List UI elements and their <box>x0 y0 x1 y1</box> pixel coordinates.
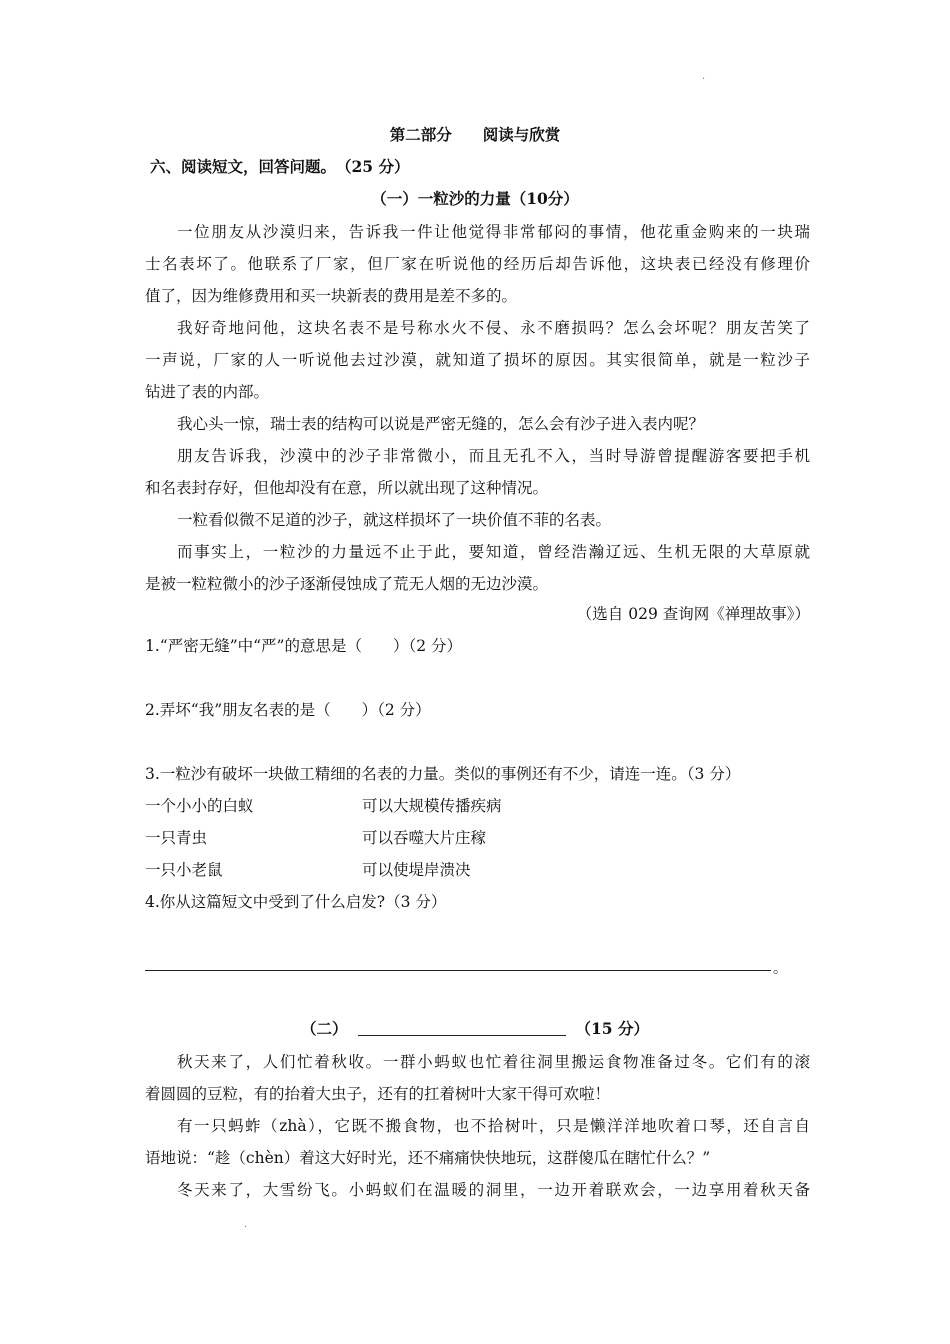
passage1-line: 一声说，厂家的人一听说他去过沙漠，就知道了损坏的原因。其实很简单，就是一粒沙子 <box>145 351 810 369</box>
passage1-title: （一）一粒沙的力量（10分） <box>371 189 579 208</box>
passage2-line: 冬天来了，大雪纷飞。小蚂蚁们在温暖的洞里，一边开着联欢会，一边享用着秋天备 <box>177 1181 810 1199</box>
q3-right-item[interactable]: 可以使堤岸溃决 <box>362 861 471 879</box>
passage1-line: 我好奇地问他，这块名表不是号称水火不侵、永不磨损吗？怎么会坏呢？朋友苦笑了 <box>177 319 810 337</box>
passage2-line: 语地说：“趁（chèn）着这大好时光，还不痛痛快快地玩，这群傻瓜在瞎忙什么？” <box>145 1149 711 1167</box>
question-2: 2.弄坏“我”朋友名表的是（ ）（2 分） <box>145 701 431 719</box>
q4-answer-line[interactable] <box>145 970 771 971</box>
passage2-line: 着圆圆的豆粒，有的抬着大虫子，还有的扛着树叶大家干得可欢啦！ <box>145 1085 611 1103</box>
passage1-line: 而事实上，一粒沙的力量远不止于此，要知道，曾经浩瀚辽远、生机无限的大草原就 <box>177 543 810 561</box>
passage1-line: 我心头一惊，瑞士表的结构可以说是严密无缝的，怎么会有沙子进入表内呢？ <box>177 415 705 433</box>
passage2-title-blank[interactable] <box>358 1019 566 1036</box>
section-title: 六、阅读短文，回答问题。 （25 分） <box>150 157 410 176</box>
passage2-title-prefix: （二） <box>301 1019 348 1038</box>
passage2-line: 秋天来了，人们忙着秋收。一群小蚂蚁也忙着往洞里搬运食物准备过冬。它们有的滚 <box>177 1053 810 1071</box>
question-1: 1.“严密无缝”中“严”的意思是（ ）（2 分） <box>145 637 463 655</box>
q3-left-item[interactable]: 一个小小的白蚁 <box>145 797 254 815</box>
passage1-line: 值了，因为维修费用和买一块新表的费用是差不多的。 <box>145 287 518 305</box>
q3-left-item[interactable]: 一只青虫 <box>145 829 208 847</box>
q3-right-item[interactable]: 可以吞噬大片庄稼 <box>362 829 487 847</box>
q4-answer-period: 。 <box>773 961 787 977</box>
passage2-title-suffix: （15 分） <box>575 1019 649 1038</box>
question-3: 3.一粒沙有破坏一块做工精细的名表的力量。类似的事例还有不少，请连一连。（3 分） <box>145 765 741 783</box>
speck-mark: · <box>244 1222 248 1233</box>
q3-right-item[interactable]: 可以大规模传播疾病 <box>362 797 502 815</box>
part-title: 第二部分 阅读与欣赏 <box>389 125 561 144</box>
passage1-source: （选自 029 查询网《禅理故事》） <box>576 605 810 623</box>
passage1-line: 钻进了表的内部。 <box>145 383 270 401</box>
passage1-line: 是被一粒粒微小的沙子逐渐侵蚀成了荒无人烟的无边沙漠。 <box>145 575 549 593</box>
question-4: 4.你从这篇短文中受到了什么启发?（3 分） <box>145 893 447 911</box>
passage2-title <box>0 1018 950 1040</box>
passage2-line: 有一只蚂蚱（zhà），它既不搬食物，也不拾树叶，只是懒洋洋地吹着口琴，还自言自 <box>177 1117 810 1135</box>
passage1-line: 一位朋友从沙漠归来，告诉我一件让他觉得非常郁闷的事情，他花重金购来的一块瑞 <box>177 223 810 241</box>
passage1-line: 和名表封存好，但他却没有在意，所以就出现了这种情况。 <box>145 479 549 497</box>
q3-left-item[interactable]: 一只小老鼠 <box>145 861 223 879</box>
passage1-line: 士名表坏了。他联系了厂家，但厂家在听说他的经历后却告诉他，这块表已经没有修理价 <box>145 255 810 273</box>
passage1-line: 一粒看似微不足道的沙子，就这样损坏了一块价值不菲的名表。 <box>177 511 612 529</box>
passage1-line: 朋友告诉我，沙漠中的沙子非常微小，而且无孔不入，当时导游曾提醒游客要把手机 <box>177 447 810 465</box>
speck-mark: · <box>702 74 706 85</box>
